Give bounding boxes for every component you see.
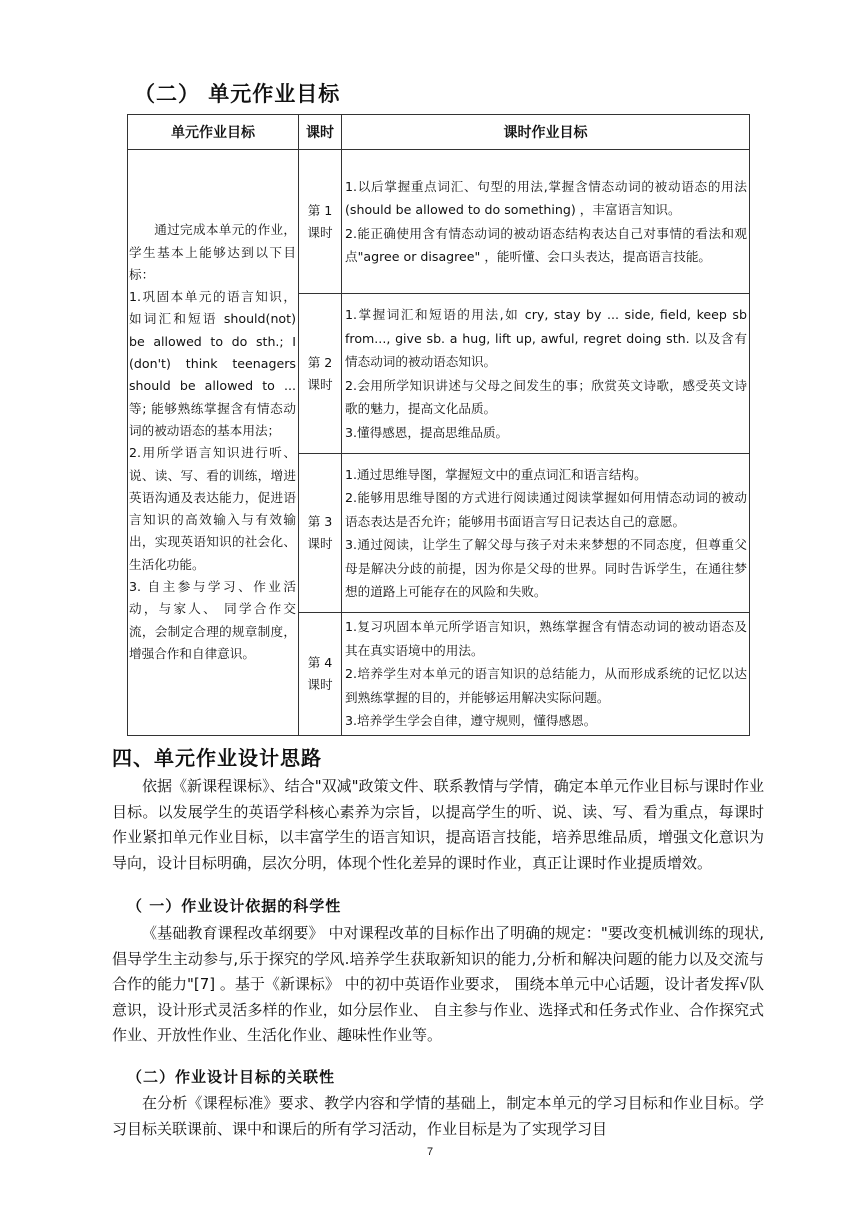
lesson-number: 第 4 (307, 654, 333, 670)
lesson-goals-3 (342, 454, 750, 613)
lesson-number: 第 2 (307, 354, 333, 370)
unit-goal-point-1: 1.巩固本单元的语言知识， 如词汇和短语 should(not) be allowed to do sth.; I (don't) think teenagers should be allowed to ... 等; 能够熟练掌握含有情态动词的被动语态的基本用法； (129, 289, 296, 438)
lesson-number: 第 1 (307, 202, 333, 218)
lesson-goal-item: 2.培养学生对本单元的语言知识的总结能力，从而形成系统的记忆以达到熟练掌握的目的，并能够运用解决实际问题。 (345, 666, 747, 705)
paragraph-design-basis: 依据《新课程课标》、结合"双减"政策文件、联系教情与学情，确定本单元作业目标与课时作业目标。以发展学生的英语学科核心素养为宗旨，以提高学生的听、说、读、写、看为重点，每课时作业紧扣单元作业目标，以丰富学生的语言知识，提高语言技能，培养思维品质，增强文化意识为导向，设计目标明确，层次分明，体现个性化差异的课时作业，真正让课时作业提质增效。 (112, 777, 764, 872)
unit-goal-point-2: 2.用所学语言知识进行听、说、读、写、看的训练，增进英语沟通及表达能力，促进语言知识的高效输入与有效输出，实现英语知识的社会化、生活化功能。 (129, 445, 296, 572)
paragraph-scientific: 《基础教育课程改革纲要》 中对课程改革的目标作出了明确的规定："要改变机械训练的现状,倡导学生主动参与,乐于探究的学风.培养学生获取新知识的能力,分析和解决问题的能力以及交流与合作的能力"[7] 。基于《新课标》 中的初中英语作业要求， 围绕本单元中心话题，设计者发挥√队意识，设计形式灵活多样的作业，如分层作业、 自主参与作业、选择式和任务式作业、合作探究式作业、开放性作业、生活化作业、趣味性作业等。 (112, 924, 765, 1044)
lesson-unit: 课时 (307, 376, 333, 392)
lesson-label-4 (299, 613, 342, 736)
table-header-row (128, 115, 750, 150)
unit-goal-cell (128, 150, 299, 736)
subheading-scientific: （ 一）作业设计依据的科学性 (127, 897, 342, 915)
lesson-goal-item: 3.培养学生学会自律，遵守规则，懂得感恩。 (345, 713, 597, 728)
unit-goal-intro: 通过完成本单元的作业，学生基本上能够达到以下目标： (129, 222, 296, 282)
lesson-goal-item: 1.掌握词汇和短语的用法,如 cry, stay by ... side, field, keep sb from..., give sb. a hug, lift up, awful, regret doing sth. 以及含有情态动词的被动语态知识。 (345, 307, 747, 369)
lesson-goal-item: 3.通过阅读，让学生了解父母与孩子对未来梦想的不同态度，但尊重父母是解决分歧的前提，因为你是父母的世界。同时告诉学生，在通往梦想的道路上可能存在的风险和失败。 (345, 537, 747, 599)
lesson-goals-4 (342, 613, 750, 736)
goals-table (127, 114, 750, 736)
section-title: （二） 单元作业目标 (134, 82, 341, 106)
lesson-label-1 (299, 150, 342, 294)
lesson-label-3 (299, 454, 342, 613)
page-number: 7 (426, 1146, 434, 1158)
subheading-relevance: （二）作业设计目标的关联性 (127, 1068, 336, 1086)
header-unit-goal: 单元作业目标 (128, 115, 299, 150)
table-row (128, 150, 750, 294)
header-lesson: 课时 (299, 115, 342, 150)
lesson-goals-2 (342, 294, 750, 454)
lesson-goals-1 (342, 150, 750, 294)
section-heading-4: 四、单元作业设计思路 (112, 746, 322, 770)
lesson-unit: 课时 (307, 224, 333, 240)
lesson-goal-item: 2.能够用思维导图的方式进行阅读通过阅读掌握如何用情态动词的被动语态表达是否允许；能够用书面语言写日记表达自己的意愿。 (345, 490, 747, 529)
lesson-number: 第 3 (307, 514, 333, 529)
lesson-unit: 课时 (307, 676, 333, 692)
header-lesson-goal: 课时作业目标 (342, 115, 750, 150)
lesson-goal-item: 1.通过思维导图，掌握短文中的重点词汇和语言结构。 (345, 466, 647, 482)
lesson-goal-item: 3.懂得感恩，提高思维品质。 (345, 424, 509, 440)
lesson-unit: 课时 (307, 536, 333, 551)
lesson-label-2 (299, 294, 342, 454)
lesson-goal-item: 2.能正确使用含有情态动词的被动语态结构表达自己对事情的看法和观点"agree or disagree" ，能听懂、会口头表达，提高语言技能。 (345, 225, 747, 264)
lesson-goal-item: 1.复习巩固本单元所学语言知识，熟练掌握含有情态动词的被动语态及其在真实语境中的用法。 (345, 619, 747, 658)
lesson-goal-item: 2.会用所学知识讲述与父母之间发生的事；欣赏英文诗歌，感受英文诗歌的魅力，提高文化品质。 (345, 377, 747, 416)
unit-goal-point-3: 3. 自主参与学习、作业活动，与家人、 同学合作交流，会制定合理的规章制度，增强合作和自律意识。 (129, 579, 296, 661)
paragraph-relevance: 在分析《课程标准》要求、教学内容和学情的基础上，制定本单元的学习目标和作业目标。学习目标关联课前、课中和课后的所有学习活动，作业目标是为了实现学习目 (112, 1094, 764, 1138)
lesson-goal-item: 1.以后掌握重点词汇、句型的用法,掌握含情态动词的被动语态的用法(should be allowed to do something) ，丰富语言知识。 (345, 178, 747, 217)
